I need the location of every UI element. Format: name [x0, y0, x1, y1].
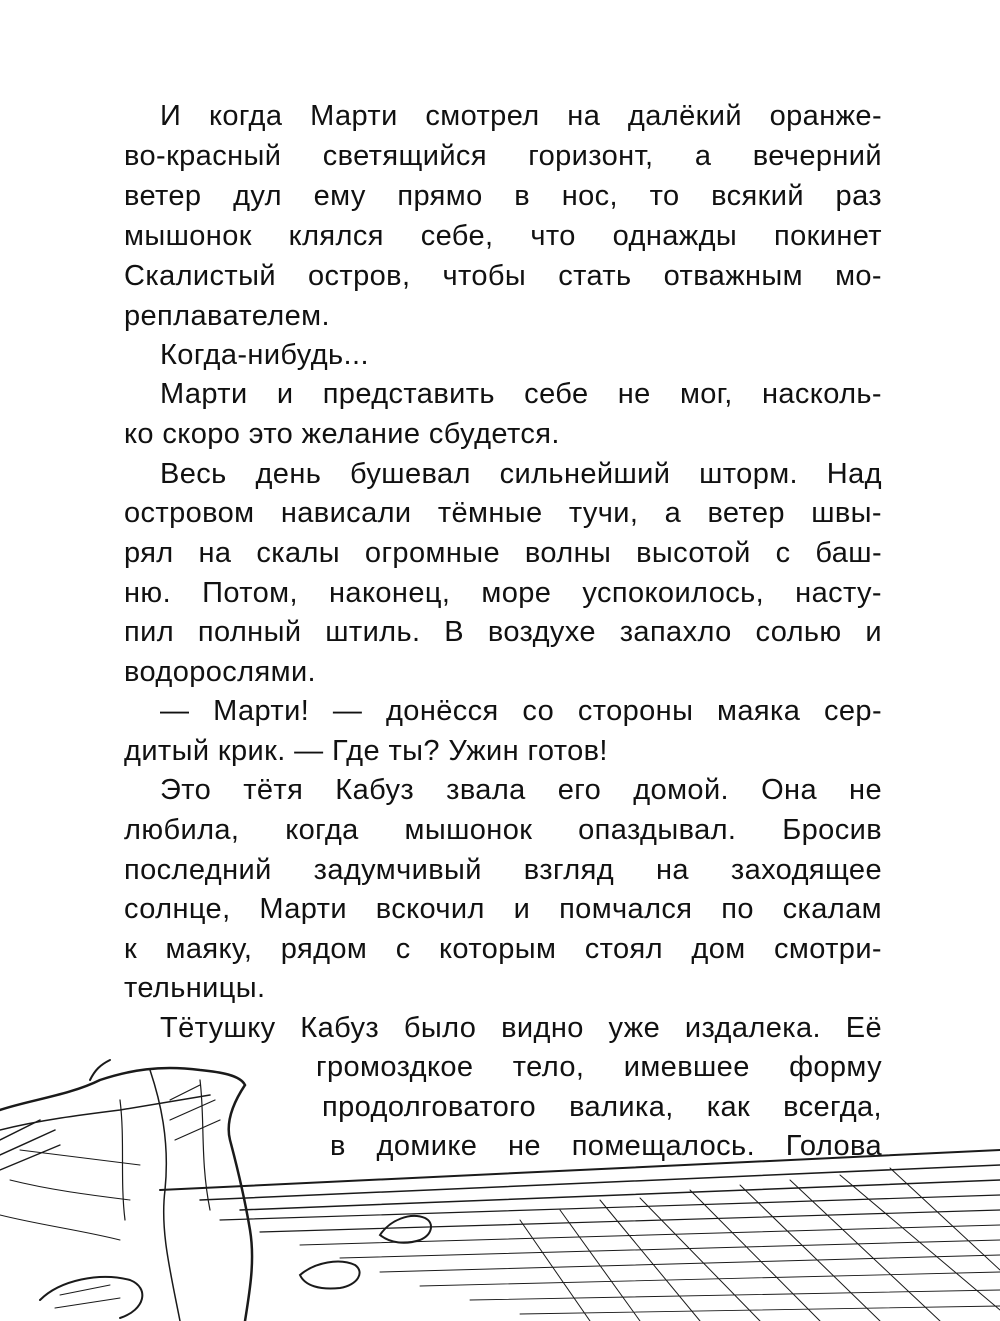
text-line: любила, когда мышонок опаздывал. Бросив	[124, 814, 882, 846]
text-line: Тётушку Кабуз было видно уже издалека. Её	[160, 1012, 882, 1044]
text-line: во-красный светящийся горизонт, а вечерний	[124, 140, 882, 172]
text-line: реплавателем.	[124, 300, 330, 332]
text-line: Весь день бушевал сильнейший шторм. Над	[160, 458, 882, 490]
text-line: тельницы.	[124, 972, 266, 1004]
text-line: Когда-нибудь...	[160, 339, 369, 371]
text-line: дитый крик. — Где ты? Ужин готов!	[124, 735, 608, 767]
text-line: к маяку, рядом с которым стоял дом смотри-	[124, 933, 882, 965]
text-line: рял на скалы огромные волны высотой с баш-	[124, 537, 882, 569]
text-line: ню. Потом, наконец, море успокоилось, насту-	[124, 577, 882, 609]
text-line: водорослями.	[124, 656, 316, 688]
text-line: ко скоро это желание сбудется.	[124, 418, 560, 450]
text-line: И когда Марти смотрел на далёкий оранже-	[160, 100, 882, 132]
text-line: ветер дул ему прямо в нос, то всякий раз	[124, 180, 882, 212]
text-line: Это тётя Кабуз звала его домой. Она не	[160, 774, 882, 806]
text-line: продолговатого валика, как всегда,	[322, 1091, 882, 1123]
text-line: мышонок клялся себе, что однажды покинет	[124, 220, 882, 252]
text-line: пил полный штиль. В воздухе запахло солью и	[124, 616, 882, 648]
text-line: громоздкое тело, имевшее форму	[316, 1051, 882, 1083]
text-line: в домике не помещалось. Голова	[330, 1130, 882, 1162]
text-line: — Марти! — донёсся со стороны маяка сер-	[160, 695, 882, 727]
text-line: Марти и представить себе не мог, насколь-	[160, 378, 882, 410]
text-line: Скалистый остров, чтобы стать отважным мо-	[124, 260, 882, 292]
text-line: солнце, Марти вскочил и помчался по скалам	[124, 893, 882, 925]
rocky-shore-illustration	[0, 1040, 1000, 1321]
text-line: островом нависали тёмные тучи, а ветер швы-	[124, 497, 882, 529]
text-line: последний задумчивый взгляд на заходящее	[124, 854, 882, 886]
